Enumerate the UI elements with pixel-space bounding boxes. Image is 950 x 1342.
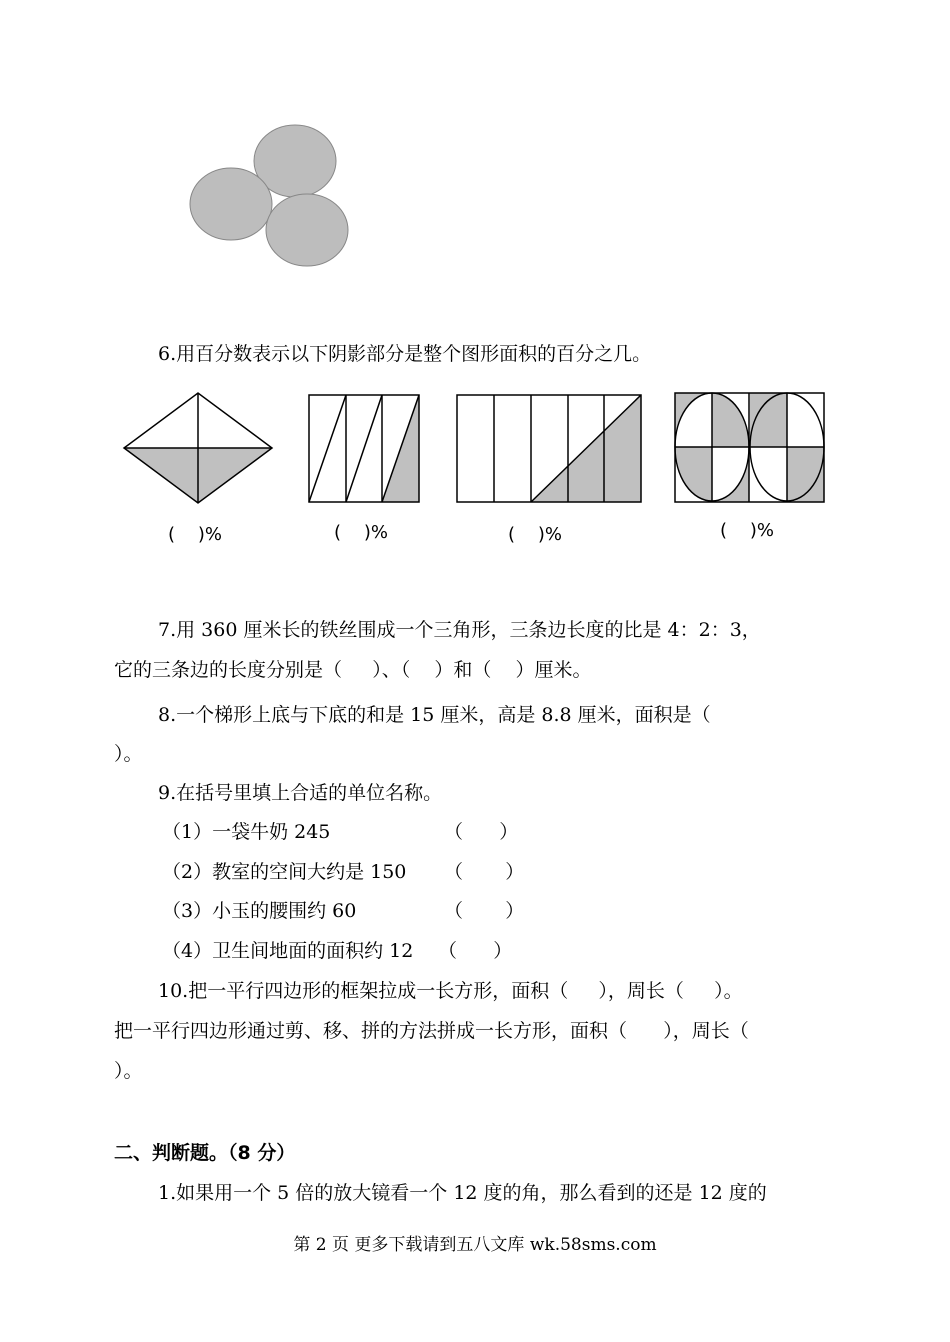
q9-blank-3: （ ） [444, 900, 525, 922]
q9-item-2: （2）教室的空间大约是 150 [162, 861, 407, 883]
q9-item-3: （3）小玉的腰围约 60 [162, 900, 357, 922]
answer-label-3: ( )% [508, 524, 563, 545]
q10-line1: 10.把一平行四边形的框架拉成一长方形，面积（ ），周长（ ）。 [158, 980, 743, 1002]
circle-right [266, 194, 348, 266]
answer-label-4: ( )% [720, 520, 775, 541]
section2-q1-line1: 1.如果用一个 5 倍的放大镜看一个 12 度的角，那么看到的还是 12 度的 [158, 1182, 767, 1204]
q8-line1: 8.一个梯形上底与下底的和是 15 厘米，高是 8.8 厘米，面积是（ [158, 704, 711, 726]
q9-item-4: （4）卫生间地面的面积约 12 [162, 940, 414, 962]
circle-top [254, 125, 336, 197]
q7-line2: 它的三条边的长度分别是（ ）、（ ）和（ ）厘米。 [114, 659, 592, 681]
q7-line1: 7.用 360 厘米长的铁丝围成一个三角形，三条边长度的比是 4：2：3， [158, 619, 761, 641]
page-footer: 第 2 页 更多下载请到五八文库 wk.58sms.com [293, 1235, 657, 1255]
circle-left [190, 168, 272, 240]
q9-item-1: （1）一袋牛奶 245 [162, 821, 331, 843]
q10-line2: 把一平行四边形通过剪、移、拼的方法拼成一长方形，面积（ ），周长（ [114, 1020, 749, 1042]
q9-title: 9.在括号里填上合适的单位名称。 [158, 782, 443, 804]
q9-blank-4: （ ） [438, 940, 513, 962]
answer-label-1: ( )% [168, 524, 223, 545]
q9-blank-1: （ ） [444, 821, 519, 843]
answer-label-2: ( )% [334, 522, 389, 543]
q9-blank-2: （ ） [444, 861, 525, 883]
section2-title: 二、判断题。（8 分） [114, 1142, 296, 1164]
q10-line3: ）。 [114, 1060, 143, 1082]
q8-line2: ）。 [114, 743, 143, 765]
q6-text: 6.用百分数表示以下阴影部分是整个图形面积的百分之几。 [158, 343, 652, 365]
